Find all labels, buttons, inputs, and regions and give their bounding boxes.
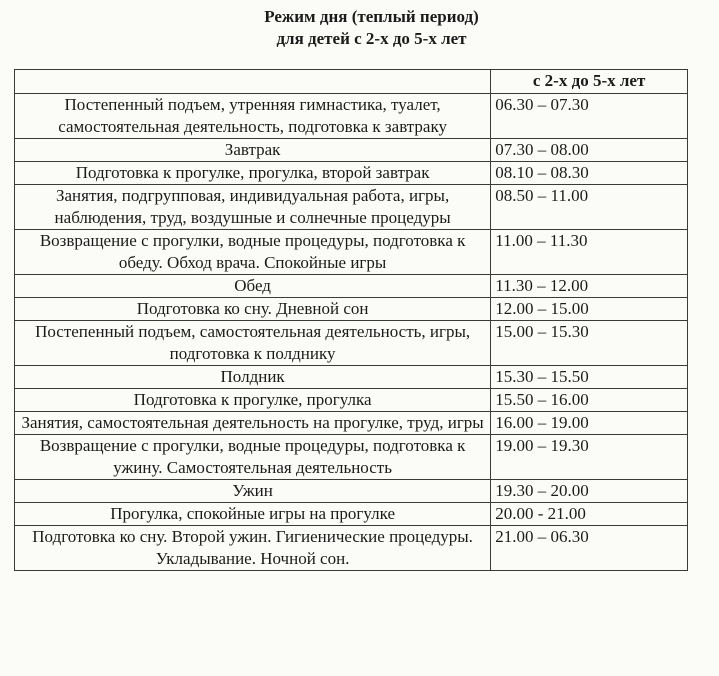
- table-row: [15, 412, 688, 435]
- table-row: [15, 139, 688, 162]
- activity-column-header: [15, 70, 491, 94]
- time-cell: 12.00 – 15.00: [491, 298, 688, 321]
- table-row: [15, 435, 688, 480]
- time-cell: 16.00 – 19.00: [491, 412, 688, 435]
- activity-cell: Занятия, подгрупповая, индивидуальная работа, игры, наблюдения, труд, воздушные и солнечные процедуры: [15, 185, 491, 230]
- activity-cell: Занятия, самостоятельная деятельность на прогулке, труд, игры: [15, 412, 491, 435]
- table-row: [15, 275, 688, 298]
- page-title: Режим дня (теплый период): [264, 7, 479, 26]
- table-row: [15, 230, 688, 275]
- time-cell: 20.00 - 21.00: [491, 503, 688, 526]
- activity-cell: Подготовка к прогулке, прогулка, второй завтрак: [15, 162, 491, 185]
- table-row: [15, 526, 688, 571]
- time-cell: 19.30 – 20.00: [491, 480, 688, 503]
- activity-cell: Постепенный подъем, самостоятельная деятельность, игры, подготовка к полднику: [15, 321, 491, 366]
- table-header-row: [15, 70, 688, 94]
- time-cell: 15.30 – 15.50: [491, 366, 688, 389]
- schedule-table: [14, 69, 688, 571]
- table-row: [15, 94, 688, 139]
- activity-cell: Ужин: [15, 480, 491, 503]
- activity-cell: Постепенный подъем, утренняя гимнастика, туалет, самостоятельная деятельность, подготовка к завтраку: [15, 94, 491, 139]
- activity-cell: Подготовка ко сну. Дневной сон: [15, 298, 491, 321]
- activity-cell: Полдник: [15, 366, 491, 389]
- time-cell: 11.30 – 12.00: [491, 275, 688, 298]
- time-cell: 06.30 – 07.30: [491, 94, 688, 139]
- activity-cell: Подготовка ко сну. Второй ужин. Гигиенические процедуры. Укладывание. Ночной сон.: [15, 526, 491, 571]
- table-row: [15, 366, 688, 389]
- table-row: [15, 162, 688, 185]
- activity-cell: Возвращение с прогулки, водные процедуры, подготовка к обеду. Обход врача. Спокойные игры: [15, 230, 491, 275]
- time-column-header: с 2-х до 5-х лет: [491, 70, 688, 94]
- table-row: [15, 480, 688, 503]
- activity-cell: Возвращение с прогулки, водные процедуры, подготовка к ужину. Самостоятельная деятельность: [15, 435, 491, 480]
- page-subtitle: для детей с 2-х до 5-х лет: [276, 29, 467, 48]
- table-row: [15, 321, 688, 366]
- time-cell: 08.10 – 08.30: [491, 162, 688, 185]
- table-row: [15, 185, 688, 230]
- time-cell: 07.30 – 08.00: [491, 139, 688, 162]
- activity-cell: Подготовка к прогулке, прогулка: [15, 389, 491, 412]
- time-cell: 15.50 – 16.00: [491, 389, 688, 412]
- time-cell: 08.50 – 11.00: [491, 185, 688, 230]
- time-cell: 11.00 – 11.30: [491, 230, 688, 275]
- activity-cell: Обед: [15, 275, 491, 298]
- activity-cell: Прогулка, спокойные игры на прогулке: [15, 503, 491, 526]
- time-cell: 15.00 – 15.30: [491, 321, 688, 366]
- time-cell: 21.00 – 06.30: [491, 526, 688, 571]
- time-cell: 19.00 – 19.30: [491, 435, 688, 480]
- table-row: [15, 389, 688, 412]
- table-row: [15, 298, 688, 321]
- table-row: [15, 503, 688, 526]
- activity-cell: Завтрак: [15, 139, 491, 162]
